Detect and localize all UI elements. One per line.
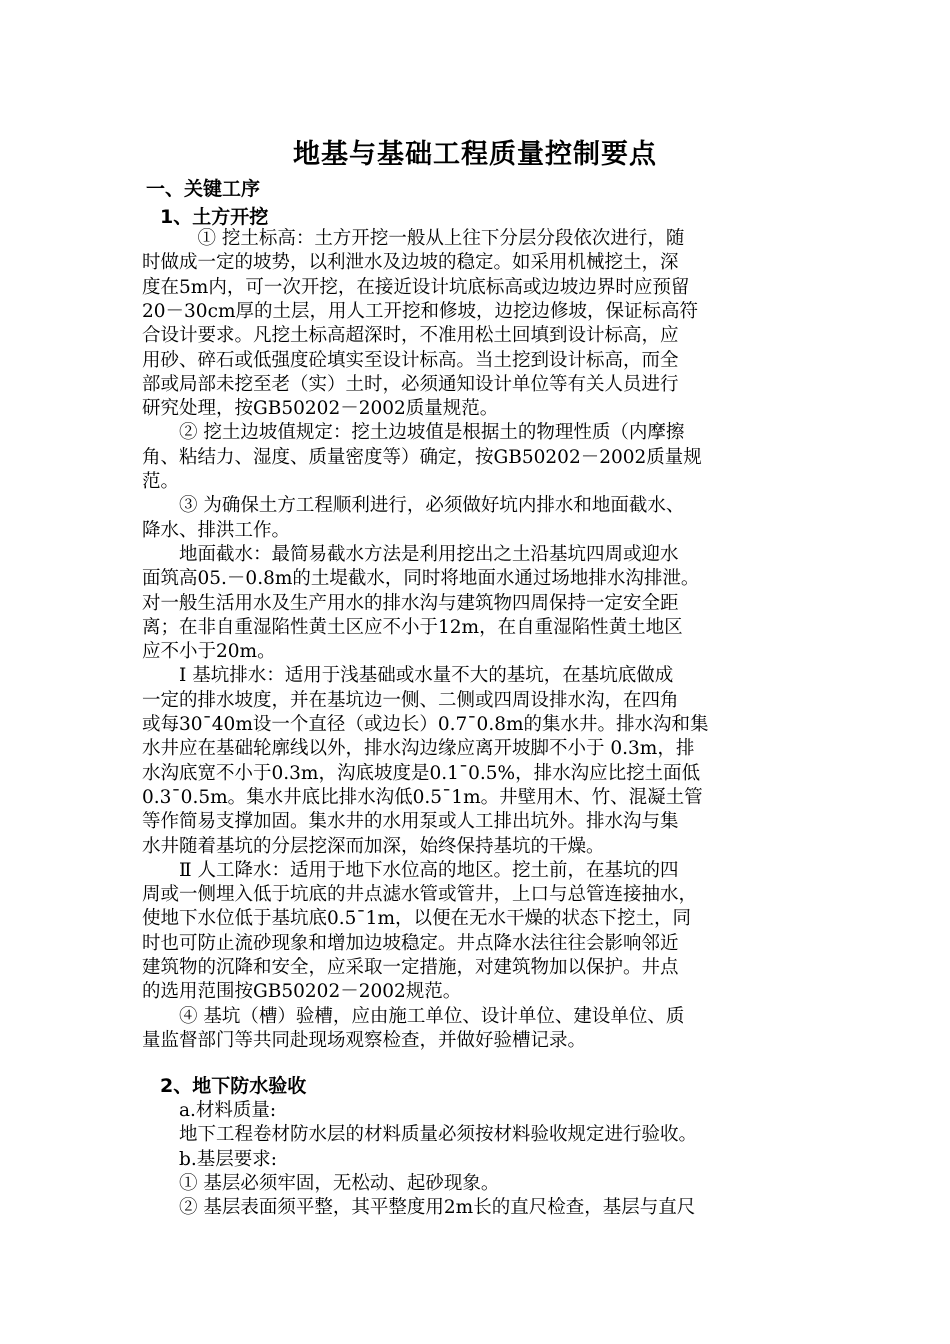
text-line: ① 基层必须牢固，无松动、起砂现象。 (142, 1172, 500, 1194)
text-line: ① 挖土标高：土方开挖一般从上往下分层分段依次进行，随 (142, 228, 685, 249)
text-line: Ⅰ 基坑排水：适用于浅基础或水量不大的基坑，在基坑底做成 (142, 665, 674, 687)
text-line: Ⅱ 人工降水：适用于地下水位高的地区。挖土前，在基坑的四 (142, 859, 679, 881)
subsection-heading-waterproofing: 2、地下防水验收 (160, 1075, 307, 1097)
text-line: 时也可防止流砂现象和增加边坡稳定。井点降水法往往会影响邻近 (142, 932, 679, 954)
text-line: 量监督部门等共同赴现场观察检查，并做好验槽记录。 (142, 1029, 587, 1051)
text-line: 的选用范围按GB50202－2002规范。 (142, 981, 462, 1003)
section-heading-key-processes: 一、关键工序 (146, 178, 261, 200)
text-line: 降水、排洪工作。 (142, 519, 291, 541)
text-line: 用砂、碎石或低强度砼填实至设计标高。当土挖到设计标高，而全 (142, 349, 679, 371)
text-line: a.材料质量: (142, 1100, 277, 1121)
text-line: 水沟底宽不小于0.3m，沟底坡度是0.1¯0.5%，排水沟应比挖土面低 (142, 762, 701, 784)
text-line: 合设计要求。凡挖土标高超深时，不准用松土回填到设计标高，应 (142, 325, 679, 347)
text-line: 水井随着基坑的分层挖深而加深，始终保持基坑的干燥。 (142, 835, 605, 857)
text-line: 部或局部未挖至老（实）土时，必须通知设计单位等有关人员进行 (142, 373, 679, 395)
text-line: ③ 为确保土方工程顺利进行，必须做好坑内排水和地面截水、 (142, 495, 685, 517)
text-line: 使地下水位低于基坑底0.5¯1m，以便在无水干燥的状态下挖土，同 (142, 908, 691, 930)
text-line: 时做成一定的坡势，以利泄水及边坡的稳定。如采用机械挖土，深 (142, 252, 679, 274)
text-line: b.基层要求: (142, 1148, 277, 1170)
text-line: 应不小于20m。 (142, 641, 276, 663)
text-line: 或每30¯40m设一个直径（或边长）0.7¯0.8m的集水井。排水沟和集 (142, 714, 709, 735)
text-line: ② 基层表面须平整，其平整度用2m长的直尺检查，基层与直尺 (142, 1197, 696, 1219)
text-line: 范。 (142, 471, 180, 492)
text-line: ② 挖土边坡值规定：挖土边坡值是根据土的物理性质（内摩擦 (142, 422, 685, 444)
text-line: 地面截水：最简易截水方法是利用挖出之土沿基坑四周或迎水 (142, 543, 679, 565)
text-line: 水井应在基础轮廓线以外，排水沟边缘应离开坡脚不小于 0.3m，排 (142, 738, 695, 760)
text-line: 离；在非自重湿陷性黄土区应不小于12m，在自重湿陷性黄土地区 (142, 616, 683, 638)
text-line: 度在5m内，可一次开挖，在接近设计坑底标高或边坡边界时应预留 (142, 276, 690, 298)
text-line: 建筑物的沉降和安全，应采取一定措施，对建筑物加以保护。井点 (142, 957, 679, 978)
text-line: 20－30cm厚的土层，用人工开挖和修坡，边挖边修坡，保证标高符 (142, 300, 698, 322)
text-line: 角、粘结力、湿度、质量密度等）确定，按GB50202－2002质量规 (142, 446, 702, 468)
text-line: 对一般生活用水及生产用水的排水沟与建筑物四周保持一定安全距 (142, 592, 679, 614)
text-line: 一定的排水坡度，并在基坑边一侧、二侧或四周设排水沟，在四角 (142, 689, 679, 711)
text-line: ④ 基坑（槽）验槽，应由施工单位、设计单位、建设单位、质 (142, 1005, 685, 1027)
text-line: 地下工程卷材防水层的材料质量必须按材料验收规定进行验收。 (142, 1124, 698, 1146)
text-line: 0.3¯0.5m。集水井底比排水沟低0.5¯1m。井壁用木、竹、混凝土管 (142, 786, 703, 808)
text-line: 研究处理，按GB50202－2002质量规范。 (142, 398, 499, 420)
text-line: 周或一侧埋入低于坑底的井点滤水管或管井，上口与总管连接抽水， (142, 884, 698, 906)
subsection-heading-earthwork: 1、土方开挖 (160, 206, 269, 228)
text-line: 面筑高05.－0.8m的土堤截水，同时将地面水通过场地排水沟排泄。 (142, 568, 700, 590)
text-line: 等作简易支撑加固。集水井的水用泵或人工排出坑外。排水沟与集 (142, 811, 679, 833)
document-title: 地基与基础工程质量控制要点 (293, 139, 657, 170)
